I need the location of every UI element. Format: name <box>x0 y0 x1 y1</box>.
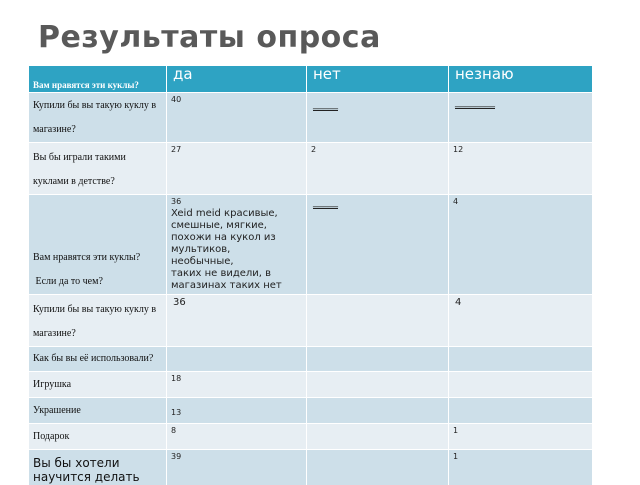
header-dont-know <box>449 66 593 93</box>
yes-cell: 8 <box>167 424 307 450</box>
question-line: магазине? <box>33 322 166 346</box>
question-cell <box>29 398 167 424</box>
yes-value: 36 <box>171 197 306 206</box>
header-yes <box>167 66 307 93</box>
header-no-label: нет <box>307 66 448 82</box>
yes-cell <box>167 347 307 372</box>
table-row <box>29 93 593 143</box>
question-cell <box>29 93 167 143</box>
question-line: Вам нравятся эти куклы? <box>33 246 166 270</box>
yes-cell: 27 <box>167 143 307 195</box>
page-title: Результаты опроса <box>38 20 381 55</box>
dont-know-value: ________ <box>455 97 495 109</box>
dont-know-cell: 1 <box>449 424 593 450</box>
dont-know-cell: 4 <box>449 295 593 347</box>
yes-note <box>171 208 306 292</box>
table-row <box>29 424 593 450</box>
no-cell: 2 <box>307 143 449 195</box>
table-row <box>29 398 593 424</box>
dont-know-cell <box>449 347 593 372</box>
note-line: Xeid meid красивые, <box>171 208 306 220</box>
survey-results-table <box>28 65 592 485</box>
yes-cell <box>167 195 307 295</box>
table-header-row <box>29 66 593 93</box>
question-line: Купили бы вы такую куклу в <box>33 94 166 118</box>
question-line: Украшение <box>33 399 166 423</box>
no-cell <box>307 195 449 295</box>
note-line: необычные, <box>171 256 306 268</box>
table-row <box>29 295 593 347</box>
yes-cell: 36 <box>167 295 307 347</box>
no-value: _____ <box>313 197 338 209</box>
note-line: похожи на кукол из <box>171 232 306 244</box>
question-line: Если да то чем? <box>33 270 166 294</box>
header-question: Вам нравятся эти куклы? <box>29 66 167 93</box>
question-line: научится делать <box>33 470 166 484</box>
question-cell <box>29 195 167 295</box>
dont-know-cell <box>449 398 593 424</box>
note-line: таких не видели, в <box>171 268 306 280</box>
no-cell <box>307 424 449 450</box>
dont-know-cell: 12 <box>449 143 593 195</box>
dont-know-cell: 4 <box>449 195 593 295</box>
dont-know-cell <box>449 372 593 398</box>
no-cell <box>307 347 449 372</box>
table-row <box>29 372 593 398</box>
yes-cell: 18 <box>167 372 307 398</box>
table-row <box>29 195 593 295</box>
question-line: Вы бы играли такими <box>33 146 166 170</box>
question-line: Игрушка <box>33 373 166 397</box>
table-row <box>29 347 593 372</box>
question-cell <box>29 424 167 450</box>
header-no <box>307 66 449 93</box>
no-value: _____ <box>313 99 338 111</box>
yes-cell: 39 <box>167 450 307 485</box>
question-cell <box>29 372 167 398</box>
question-line: магазине? <box>33 118 166 142</box>
question-line: Подарок <box>33 425 166 449</box>
table-row <box>29 143 593 195</box>
dont-know-cell <box>449 93 593 143</box>
note-line: магазинах таких нет <box>171 280 306 292</box>
yes-cell: 40 <box>167 93 307 143</box>
question-cell <box>29 347 167 372</box>
no-cell <box>307 93 449 143</box>
note-line: смешные, мягкие, <box>171 220 306 232</box>
question-line: Купили бы вы такую куклу в <box>33 298 166 322</box>
note-line: мультиков, <box>171 244 306 256</box>
no-cell <box>307 295 449 347</box>
dont-know-cell: 1 <box>449 450 593 485</box>
question-cell <box>29 295 167 347</box>
header-dont-know-label: незнаю <box>449 66 592 82</box>
question-cell <box>29 143 167 195</box>
header-yes-label: да <box>167 66 306 82</box>
no-cell <box>307 398 449 424</box>
question-line: Как бы вы её использовали? <box>33 347 166 371</box>
yes-cell: 13 <box>167 398 307 424</box>
no-cell <box>307 372 449 398</box>
question-line: куклами в детстве? <box>33 170 166 194</box>
question-line: Вы бы хотели <box>33 456 166 470</box>
